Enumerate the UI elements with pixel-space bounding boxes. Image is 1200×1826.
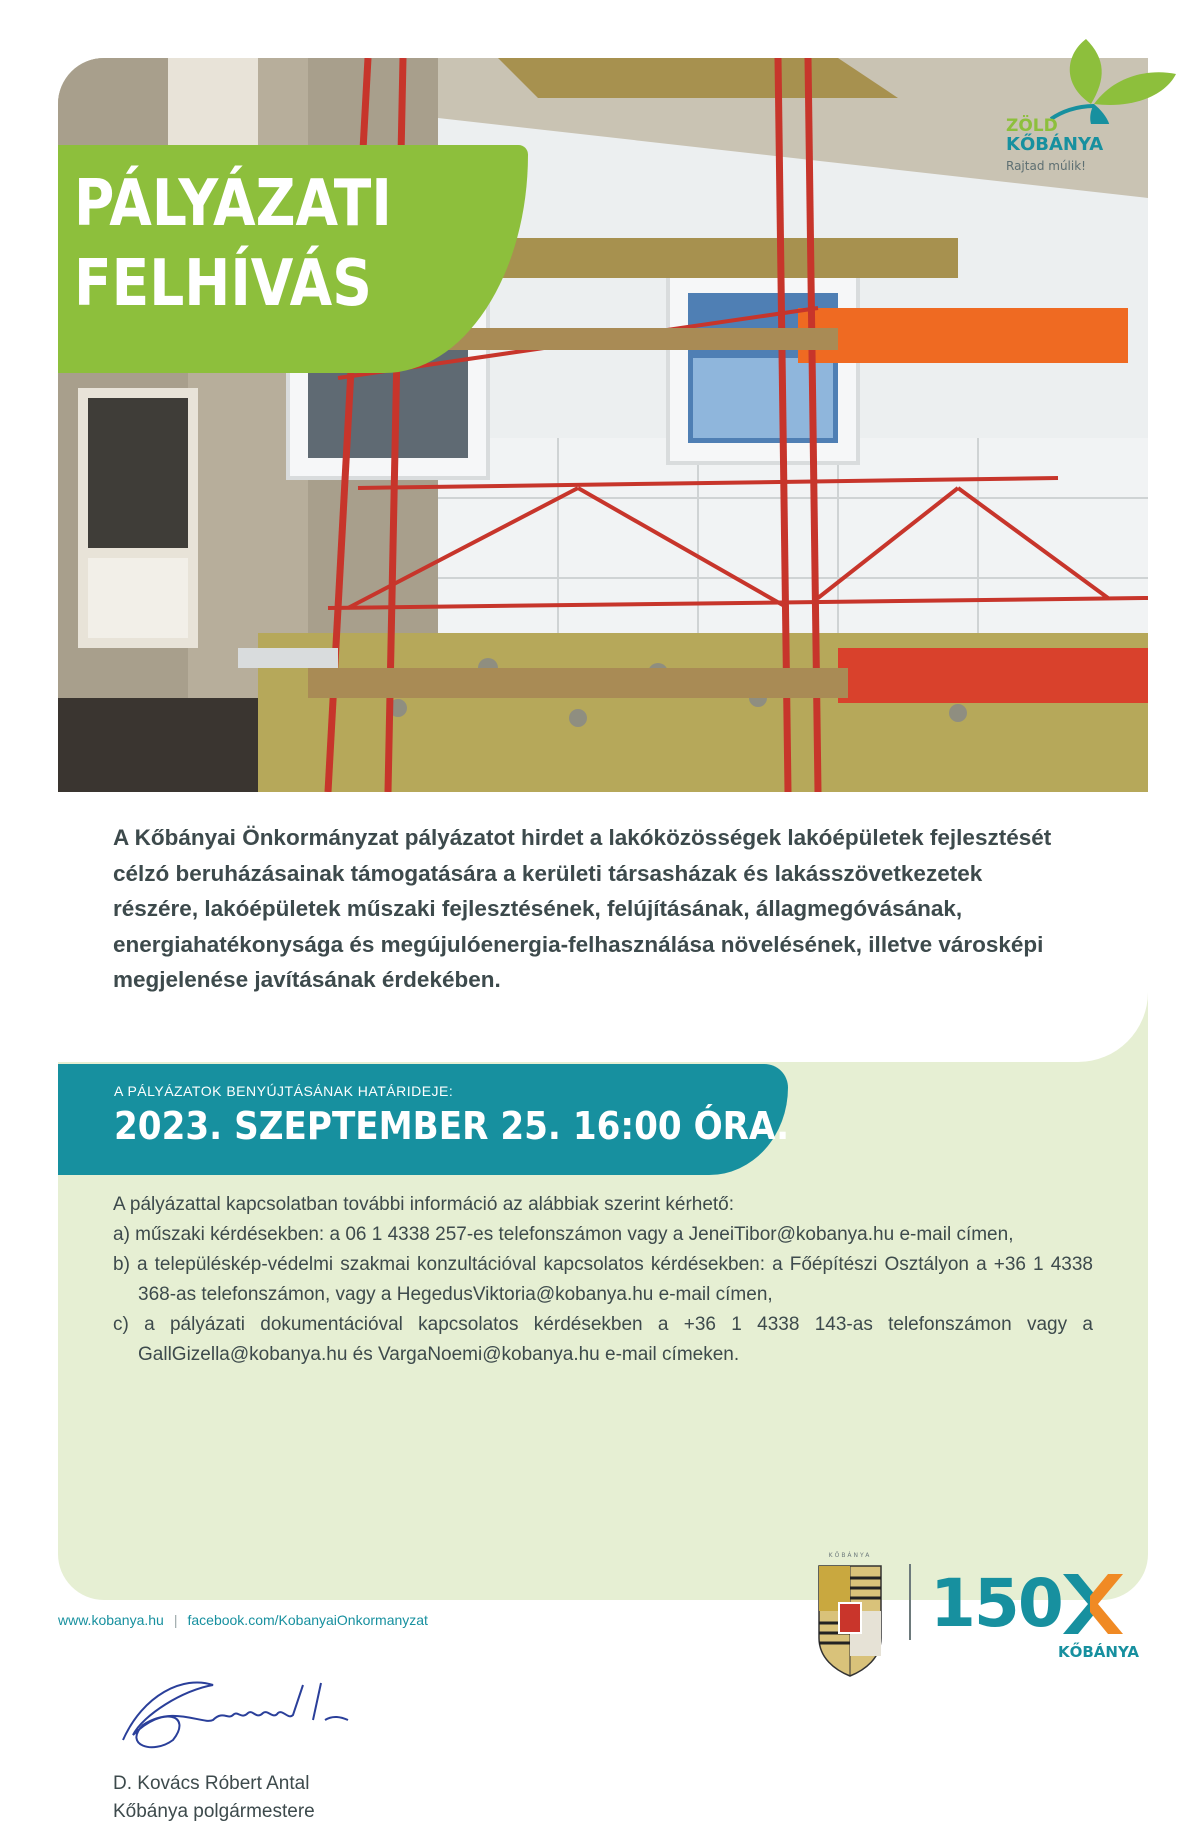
signer-role: Kőbánya polgármestere	[113, 1801, 315, 1822]
signature-image	[103, 1665, 363, 1760]
signer-name: D. Kovács Róbert Antal	[113, 1773, 310, 1794]
intro-paragraph: A Kőbányai Önkormányzat pályázatot hirdet a lakóközösségek lakóépületek fejlesztését célzó beruházásainak támogatására a kerületi társasházak és lakásszövetkezetek részére, lakóépületek műszaki fejlesztésének, felújításának, állagmegóvásának, energiahatékonysága és megújulóenergia-felhasználása növelésének, illetve városképi megjelenése javításának érdekében.	[113, 825, 1052, 992]
logo-150-number: 150	[930, 1565, 1062, 1642]
x-mark-icon	[1058, 1569, 1128, 1639]
info-lead: A pályázattal kapcsolatban további információ az alábbiak szerint kérhető:	[113, 1194, 735, 1215]
deadline-label: A PÁLYÁZATOK BENYÚJTÁSÁNAK HATÁRIDEJE:	[114, 1083, 454, 1099]
crest-text: KŐBÁNYA	[828, 1552, 872, 1559]
logo-line-2: KŐBÁNYA	[1006, 134, 1104, 155]
website-link[interactable]: www.kobanya.hu	[58, 1612, 164, 1628]
title-banner	[58, 145, 528, 373]
title-line-2: FELHÍVÁS	[74, 247, 372, 321]
leaf-icon	[1006, 34, 1182, 124]
footer	[58, 1612, 428, 1628]
info-block	[113, 1190, 1093, 1370]
info-item-c: c) a pályázati dokumentációval kapcsolatos kérdésekben a +36 1 4338 143-as telefonszámon vagy a GallGizella@kobanya.hu és VargaNoemi@kobanya.hu e-mail címeken.	[113, 1314, 1093, 1365]
logo-tagline: Rajtad múlik!	[1006, 159, 1086, 173]
logo-divider	[909, 1564, 911, 1640]
logo-line-1: ZÖLD	[1006, 116, 1058, 136]
logo-150-city: KŐBÁNYA	[1058, 1643, 1140, 1661]
coat-of-arms-icon	[815, 1548, 885, 1678]
facebook-link[interactable]: facebook.com/KobanyaiOnkormanyzat	[187, 1612, 428, 1628]
kobanya-150-logo	[930, 1565, 1150, 1665]
title-line-1: PÁLYÁZATI	[74, 167, 392, 241]
signer-block	[113, 1770, 315, 1826]
info-item-b: b) a településkép-védelmi szakmai konzultációval kapcsolatos kérdésekben: a Főépítészi Osztályon a +36 1 4338 368-as telefonszámon, vagy a HegedusViktoria@kobanya.hu e-mail címen,	[113, 1254, 1093, 1305]
footer-separator: |	[173, 1612, 178, 1628]
info-item-a: a) műszaki kérdésekben: a 06 1 4338 257-es telefonszámon vagy a JeneiTibor@kobanya.hu e-mail címen,	[113, 1224, 1014, 1245]
deadline-value: 2023. SZEPTEMBER 25. 16:00 ÓRA.	[114, 1104, 790, 1148]
deadline-banner	[58, 1064, 788, 1175]
zold-kobanya-logo	[1006, 34, 1182, 184]
